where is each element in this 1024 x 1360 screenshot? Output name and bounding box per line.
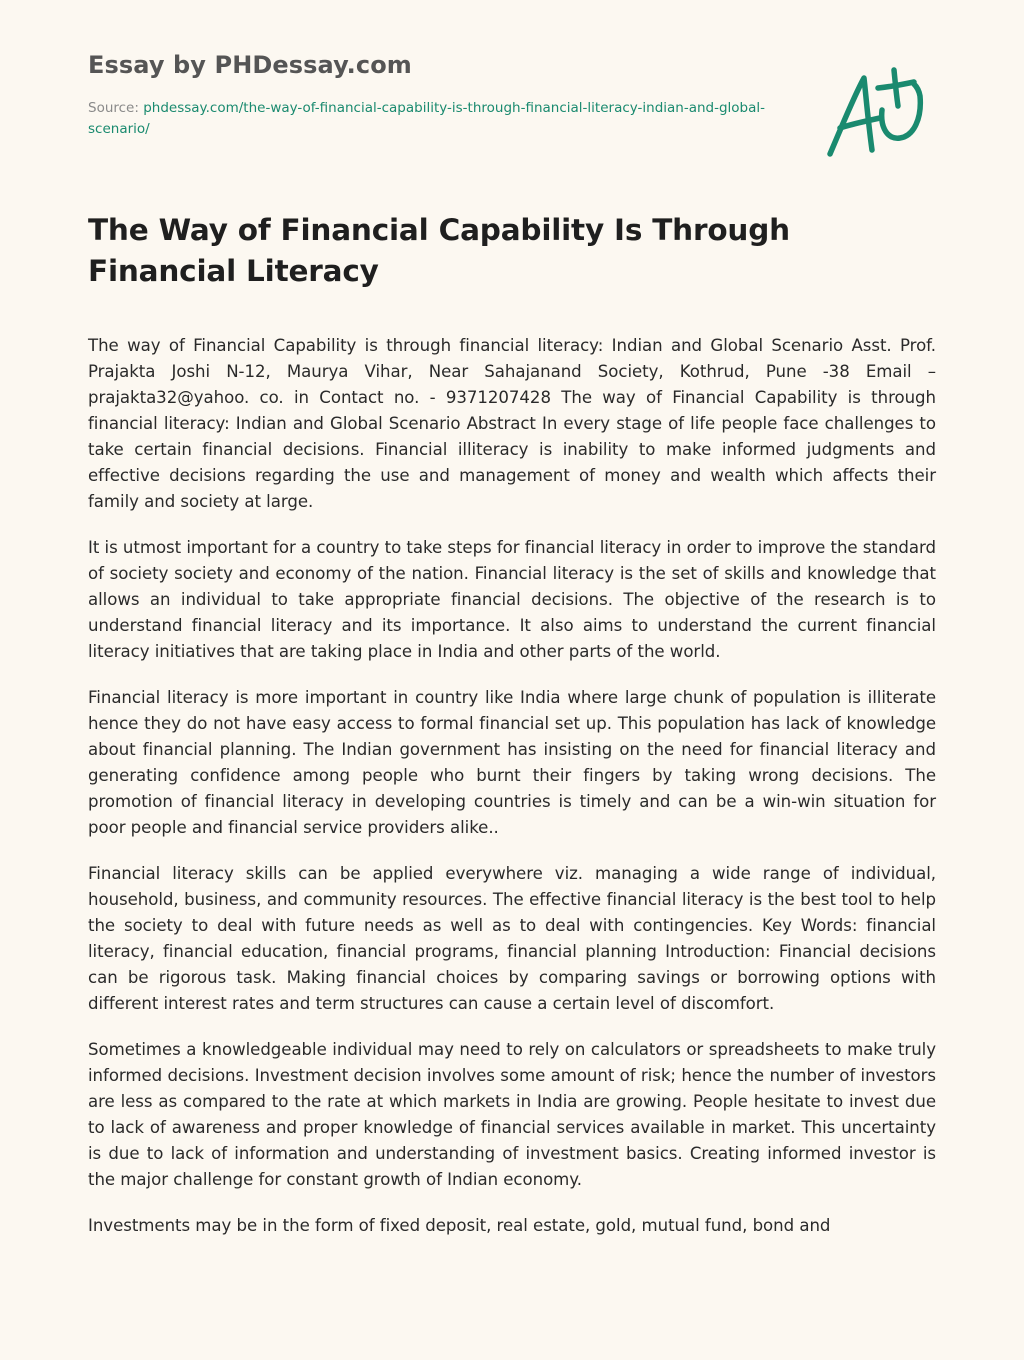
a-plus-logo-icon: [822, 66, 932, 162]
page-header: [88, 48, 788, 140]
paragraph: Financial literacy is more important in country like India where large chunk of population is illiterate hence they do not have easy access to formal financial set up. This population has lack of knowledge about financial planning. The Indian government has insisting on the need for financial literacy and generating confidence among people who burnt their fingers by taking wrong decisions. The promotion of financial literacy in developing countries is timely and can be a win-win situation for poor people and financial service providers alike..: [88, 688, 936, 837]
document-body: [88, 333, 936, 1259]
document-title: The Way of Financial Capability Is Through Financial Literacy: [88, 213, 790, 288]
source-line: [88, 98, 768, 140]
paragraph: Financial literacy skills can be applied everywhere viz. managing a wide range of individual, household, business, and community resources. The effective financial literacy is the best tool to help the society to deal with future needs as well as to deal with contingencies. Key Words: financial literacy, financial education, financial programs, financial planning Introduction: Financial decisions can be rigorous task. Making financial choices by comparing savings or borrowing options with different interest rates and term structures can cause a certain level of discomfort.: [88, 864, 936, 1013]
site-title: Essay by PHDessay.com: [88, 51, 412, 79]
paragraph: It is utmost important for a country to take steps for financial literacy in order to improve the standard of society society and economy of the nation. Financial literacy is the set of skills and knowledge that allows an individual to take appropriate financial decisions. The objective of the research is to understand financial literacy and its importance. It also aims to understand the current financial literacy initiatives that are taking place in India and other parts of the world.: [88, 538, 936, 661]
paragraph: Investments may be in the form of fixed deposit, real estate, gold, mutual fund, bond and: [88, 1216, 831, 1235]
paragraph: The way of Financial Capability is through financial literacy: Indian and Global Scenario Asst. Prof. Prajakta Joshi N-12, Maurya Vihar, Near Sahajanand Society, Kothrud, Pune -38 Email – prajakta32@yahoo. co. in Contact no. - 9371207428 The way of Financial Capability is through financial literacy: Indian and Global Scenario Abstract In every stage of life people face challenges to take certain financial decisions. Financial illiteracy is inability to make informed judgments and effective decisions regarding the use and management of money and wealth which affects their family and society at large.: [88, 336, 936, 511]
source-link[interactable]: phdessay.com/the-way-of-financial-capability-is-through-financial-literacy-indian-and-global-scenario/: [88, 100, 766, 137]
source-label: Source:: [88, 100, 144, 116]
paragraph: Sometimes a knowledgeable individual may need to rely on calculators or spreadsheets to make truly informed decisions. Investment decision involves some amount of risk; hence the number of investors are less as compared to the rate at which markets in India are growing. People hesitate to invest due to lack of awareness and proper knowledge of financial services available in market. This uncertainty is due to lack of information and understanding of investment basics. Creating informed investor is the major challenge for constant growth of Indian economy.: [88, 1040, 936, 1189]
